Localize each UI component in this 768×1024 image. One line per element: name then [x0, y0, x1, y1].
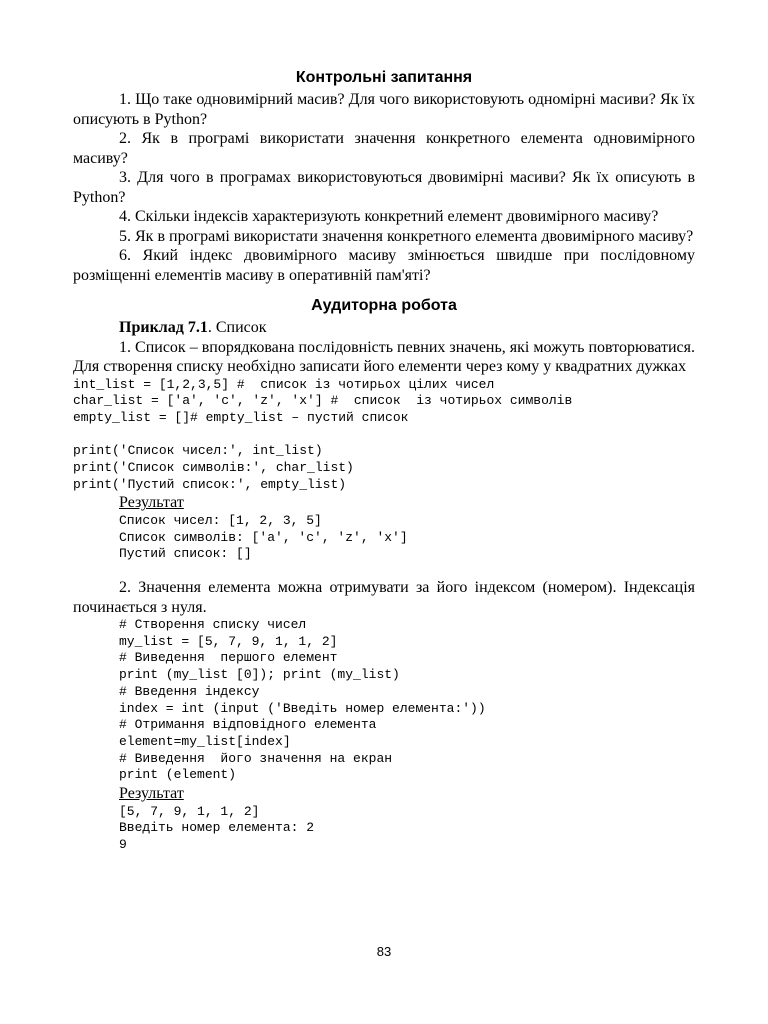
result-label-1 [73, 493, 695, 513]
output-line: Список символів: ['a', 'c', 'z', 'x'] [119, 529, 408, 545]
code-line [73, 427, 695, 444]
code-line: # Виведення його значення на екран [119, 750, 393, 766]
question-6: 6. Який індекс двовимірного масиву змінюється швидше при послідовному розміщенні елементів масиву в оперативній пам'яті? [73, 247, 695, 284]
output-line: Пустий список: [] [119, 546, 252, 562]
code-line: empty_list = []# empty_list – пустий список [73, 409, 409, 425]
code-line: int_list = [1,2,3,5] # список із чотирьох цілих чисел [73, 376, 495, 392]
result-label-text: Результат [119, 785, 184, 803]
code-block-2 [119, 617, 695, 784]
result-label-2 [73, 784, 695, 804]
paragraph-list-definition: 1. Список – впорядкована послідовність певних значень, які можуть повторюватися. Для створення списку необхідно записати його елементи через кому у квадратних дужках [73, 338, 695, 375]
code-line: element=my_list[index] [119, 733, 291, 749]
question-3: 3. Для чого в програмах використовуються двовимірні масиви? Як їх описують в Python? [73, 169, 695, 206]
output-line: 9 [119, 836, 127, 852]
code-line: index = int (input ('Введіть номер елемента:')) [119, 700, 486, 716]
output-block-2 [119, 804, 695, 854]
code-line: char_list = ['a', 'c', 'z', 'x'] # список із чотирьох символів [73, 393, 573, 409]
output-line: [5, 7, 9, 1, 1, 2] [119, 803, 260, 819]
code-line: # Створення списку чисел [119, 617, 307, 633]
page-number: 83 [376, 944, 392, 959]
code-line: print('Пустий список:', empty_list) [73, 476, 347, 492]
code-block-1 [73, 377, 695, 494]
question-1: 1. Що таке одновимірний масив? Для чого використовують одномірні масиви? Як їх описують в Python? [73, 91, 695, 128]
code-line: my_list = [5, 7, 9, 1, 1, 2] [119, 633, 338, 649]
output-line: Введіть номер елемента: 2 [119, 820, 315, 836]
paragraph-indexing: 2. Значення елемента можна отримувати за його індексом (номером). Індексація починається з нуля. [73, 579, 695, 616]
code-line: print('Список чисел:', int_list) [73, 443, 323, 459]
code-line: print (my_list [0]); print (my_list) [119, 667, 400, 683]
result-label-text: Результат [119, 494, 184, 512]
code-line: print('Список символів:', char_list) [73, 460, 354, 475]
output-line: Список чисел: [1, 2, 3, 5] [119, 512, 322, 528]
output-block-1 [119, 513, 695, 563]
example-title: . Список [207, 319, 267, 336]
example-heading [73, 318, 695, 338]
code-line: # Виведення першого елемент [119, 650, 338, 666]
page-content [73, 66, 695, 854]
question-2: 2. Як в програмі використати значення конкретного елемента одновимірного масиву? [73, 130, 695, 167]
example-label: Приклад 7.1 [119, 319, 208, 336]
code-line: print (element) [119, 767, 237, 783]
question-4: 4. Скільки індексів характеризують конкретний елемент двовимірного масиву? [119, 208, 659, 225]
question-5: 5. Як в програмі використати значення конкретного елемента двовимірного масиву? [119, 227, 694, 245]
section-title-control-questions: Контрольні запитання [295, 69, 473, 86]
code-line: # Введення індексу [119, 683, 260, 699]
section-title-classroom-work: Аудиторна робота [311, 297, 457, 314]
code-line: # Отримання відповідного елемента [119, 717, 377, 733]
